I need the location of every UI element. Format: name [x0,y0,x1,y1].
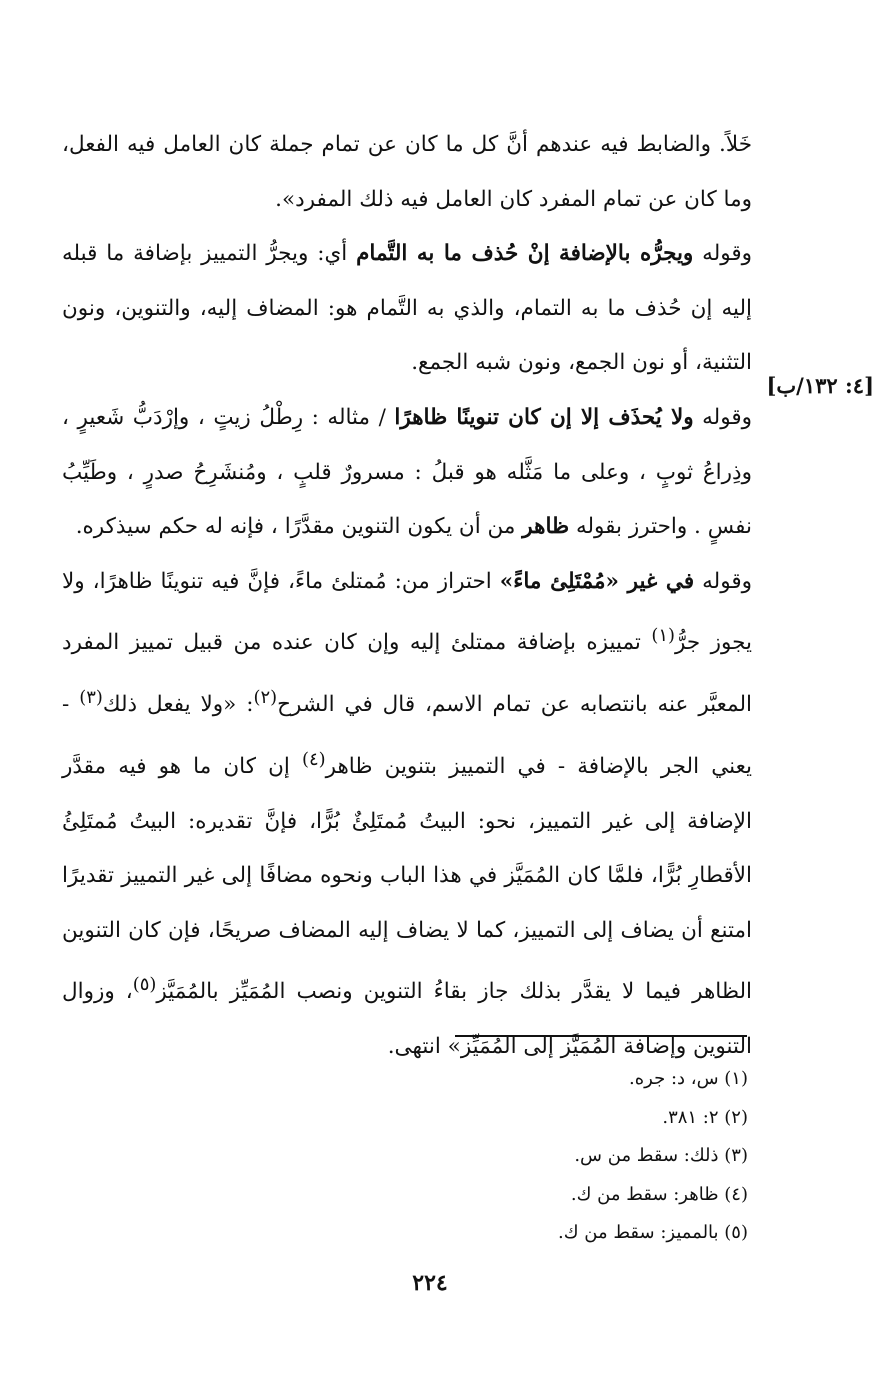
paragraph-1 [62,118,752,227]
paragraph-4-text-3: : «ولا يفعل ذلك [102,692,254,718]
paragraph-3-commentary-end: من أن يكون التنوين مقدَّرًا ، فإنه له حكم سيذكره. [75,514,523,540]
paragraph-4-lead: وقوله [694,568,752,594]
paragraph-2-quoted-text: ويجرُّه بالإضافة إنْ حُذف ما به التَّمام [356,241,694,267]
manuscript-folio-marker: [٤: ١٣٢/ب] [766,373,874,398]
paragraph-3-commentary: / مثاله : رِطْلُ زيتٍ ، وإرْدَبُّ شَعيرٍ ، وذِراعُ ثوبٍ ، وعلى ما مَثَّله هو قبلُ : مسرورٌ قلبٍ ، ومُنشَرِحُ صدرٍ ، وطَيِّبُ نفسٍ . واحترز بقوله [62,404,752,540]
paragraph-3-quoted-text: ولا يُحذَف إلا إن كان تنوينًا ظاهرًا [394,404,694,430]
paragraph-4-text-6: ، وزوال التنوين وإضافة المُمَيَّز إلى المُمَيِّز» انتهى. [62,979,752,1060]
footnote-divider [455,1035,747,1037]
footnote-3: (٣) ذلك: سقط من س. [574,1145,748,1166]
paragraph-2 [62,227,752,391]
paragraph-4-quoted-text: في غير «مُمْتَلِئ ماءً» [499,568,695,594]
footnote-ref-3: (٣) [79,687,103,709]
paragraph-1-text: خَلاً. والضابط فيه عندهم أنَّ كل ما كان عن تمام جملة كان العامل فيه الفعل، وما كان عن تمام المفرد كان العامل فيه ذلك المفرد». [62,132,752,212]
footnote-ref-1: (١) [651,625,676,647]
paragraph-3 [62,391,752,555]
footnotes [300,1060,748,1253]
paragraph-4-text-4: - يعني الجر بالإضافة - في التمييز بتنوين ظاهر [62,692,752,779]
paragraph-4-text-5: إن كان ما هو فيه مقدَّر الإضافة إلى غير التمييز، نحو: البيتُ مُمتَلِئٌ بُرًّا، فإنَّ تقديره: البيتُ مُمتَلِئُ الأقطارِ بُرًّا، فلمَّا كان المُمَيَّز في هذا الباب ونحوه مضافًا إلى غير التمييز تقديرًا امتنع أن يضاف إلى التمييز، كما لا يضاف إليه المضاف صريحًا، فإن كان التنوين الظاهر فيما لا يقدَّر بذلك جاز بقاءُ التنوين ونصب المُمَيِّز بالمُمَيَّز [62,754,753,1005]
footnote-2: (٢) ٢: ٣٨١. [662,1106,748,1128]
paragraph-3-quoted-word: ظاهر [522,514,570,540]
footnote-1: (١) س، د: جره. [629,1068,748,1089]
footnote-5: (٥) بالمميز: سقط من ك. [557,1222,748,1243]
footnote-ref-2: (٢) [253,687,278,709]
paragraph-4-text-2: تمييزه بإضافة ممتلئ إليه وإن كان عنده من قبيل تمييز المفرد المعبَّر عنه بانتصابه عن تمام الاسم، قال في الشرح [62,630,752,718]
footnote-ref-5: (٥) [132,974,157,996]
paragraph-4-text-1: احتراز من: مُمتلئ ماءً، فإنَّ فيه تنوينًا ظاهرًا، ولا يجوز جرُّ [62,568,753,656]
paragraph-2-commentary: أي: ويجرُّ التمييز بإضافة ما قبله إليه إن حُذف ما به التمام، والذي به التَّمام هو: المضاف إليه، والتنوين، ونون التثنية، أو نون الجمع، ونون شبه الجمع. [62,241,752,376]
paragraph-3-lead: وقوله [693,404,752,430]
page-number: ٢٢٤ [412,1270,448,1296]
paragraph-2-lead: وقوله [693,241,753,267]
footnote-ref-4: (٤) [301,748,326,770]
footnote-4: (٤) ظاهر: سقط من ك. [570,1183,748,1205]
paragraph-4 [62,555,752,1075]
main-text [62,118,752,1075]
